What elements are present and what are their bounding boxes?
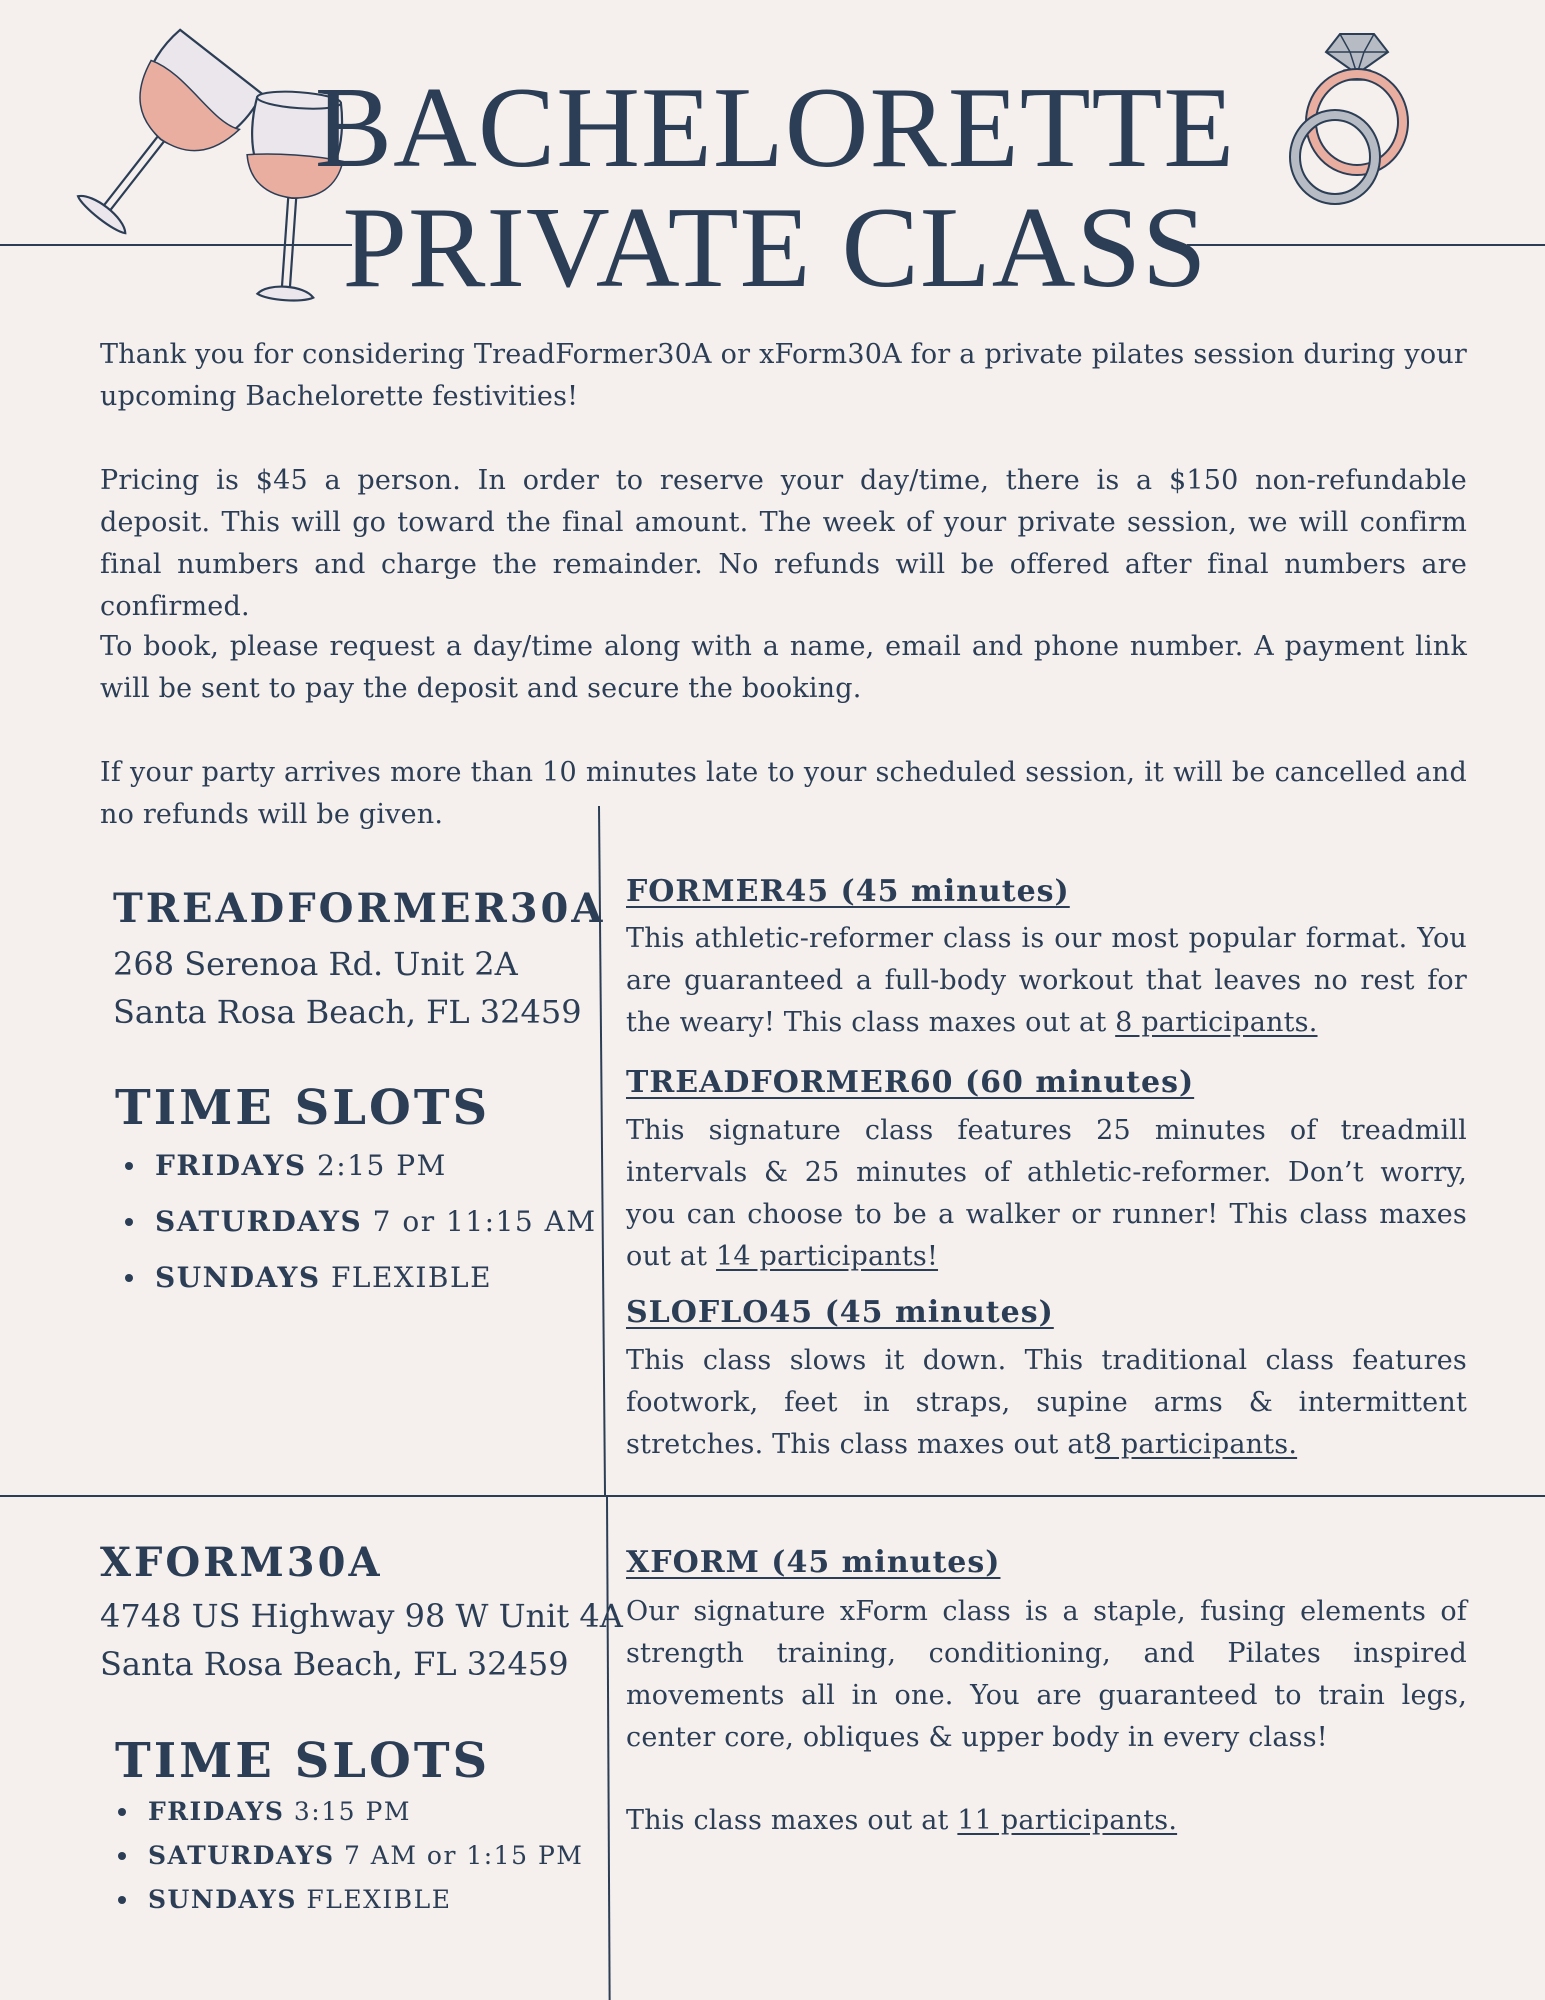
class-capacity-prefix: This class maxes out at: [626, 1805, 958, 1836]
class-capacity: 14 participants!: [716, 1241, 939, 1272]
class-description-text: This class slows it down. This traditional class features footwork, feet in straps, supine arms & intermittent stretches. This class maxes out at: [626, 1345, 1467, 1460]
page-title-line2: PRIVATE CLASS: [342, 184, 1208, 312]
intro-paragraph-late-policy: If your party arrives more than 10 minutes late to your scheduled session, it will be cancelled and no refunds will be given.: [100, 757, 1467, 830]
slot-time: 3:15 PM: [293, 1797, 411, 1826]
engagement-ring-icon: [1311, 34, 1403, 170]
page-title-line1: BACHELORETTE: [314, 64, 1236, 192]
class-title-xform: XFORM (45 minutes): [626, 1545, 1001, 1580]
time-slots-heading: TIME SLOTS: [115, 1733, 491, 1789]
time-slot-item: [108, 1790, 583, 1834]
class-title-treadformer60: TREADFORMER60 (60 minutes): [626, 1065, 1195, 1100]
class-title-former45: FORMER45 (45 minutes): [626, 874, 1070, 909]
class-description-treadformer60: [626, 1110, 1467, 1278]
slot-day: FRIDAYS: [155, 1149, 307, 1182]
address-line2: Santa Rosa Beach, FL 32459: [113, 993, 582, 1031]
class-title-sloflo45: SLOFLO45 (45 minutes): [626, 1295, 1054, 1330]
class-capacity-xform: [626, 1800, 1467, 1842]
studio-name-xform: XFORM30A: [100, 1539, 383, 1586]
slot-day: SATURDAYS: [155, 1205, 363, 1238]
class-capacity: 11 participants.: [957, 1805, 1178, 1836]
address-treadformer: [113, 940, 582, 1036]
slot-day: FRIDAYS: [148, 1797, 285, 1826]
intro-paragraph-pricing: Pricing is $45 a person. In order to reserve your day/time, there is a $150 non-refundable deposit. This will go toward the final amount. The week of your private session, we will confirm final numbers and charge the remainder. No refunds will be offered after final numbers are confirmed.: [100, 465, 1467, 622]
slot-day: SATURDAYS: [148, 1841, 335, 1870]
time-slot-item: [115, 1250, 597, 1306]
class-description-former45: [626, 918, 1467, 1044]
slot-time: FLEXIBLE: [330, 1261, 493, 1294]
time-slots-heading: TIME SLOTS: [115, 1080, 491, 1136]
slot-day: SUNDAYS: [148, 1885, 297, 1914]
class-description-xform: Our signature xForm class is a staple, fusing elements of strength training, conditioning, and Pilates inspired movements all in one. You are guaranteed to train legs, center core, obliques & upper body in every class!: [626, 1596, 1467, 1753]
time-slots-list: [108, 1790, 583, 1922]
column-divider-bottom: [606, 1497, 611, 2000]
slot-day: SUNDAYS: [155, 1261, 321, 1294]
section-divider: [0, 1495, 1545, 1497]
class-capacity: 8 participants.: [1094, 1429, 1298, 1460]
wedding-band-icon: [1295, 115, 1375, 199]
studio-name-treadformer: TREADFORMER30A: [113, 885, 606, 932]
slot-time: FLEXIBLE: [306, 1885, 452, 1914]
class-description-sloflo45: [626, 1340, 1467, 1466]
slot-time: 7 AM or 1:15 PM: [343, 1841, 584, 1870]
rings-illustration: [1278, 22, 1438, 222]
address-xform: [100, 1592, 623, 1688]
time-slot-item: [108, 1834, 583, 1878]
address-line1: 4748 US Highway 98 W Unit 4A: [100, 1597, 623, 1635]
time-slot-item: [108, 1878, 583, 1922]
wine-glass-icon: [60, 27, 265, 252]
intro-paragraph-thanks: Thank you for considering TreadFormer30A or xForm30A for a private pilates session during your upcoming Bachelorette festivities!: [100, 339, 1467, 412]
class-description-text: This signature class features 25 minutes of treadmill intervals & 25 minutes of athletic-reformer. Don’t worry, you can choose to be a walker or runner! This class maxes out at: [626, 1115, 1467, 1272]
slot-time: 2:15 PM: [316, 1149, 447, 1182]
address-line2: Santa Rosa Beach, FL 32459: [100, 1645, 569, 1683]
time-slot-item: [115, 1194, 597, 1250]
time-slots-list: [115, 1138, 597, 1306]
intro-paragraph-booking: To book, please request a day/time along with a name, email and phone number. A payment link will be sent to pay the deposit and secure the booking.: [100, 631, 1467, 704]
slot-time: 7 or 11:15 AM: [372, 1205, 597, 1238]
time-slot-item: [115, 1138, 597, 1194]
address-line1: 268 Serenoa Rd. Unit 2A: [113, 945, 518, 983]
class-capacity: 8 participants.: [1115, 1007, 1318, 1038]
class-description-text: This athletic-reformer class is our most popular format. You are guaranteed a full-body workout that leaves no rest for the weary! This class maxes out at: [626, 923, 1467, 1038]
